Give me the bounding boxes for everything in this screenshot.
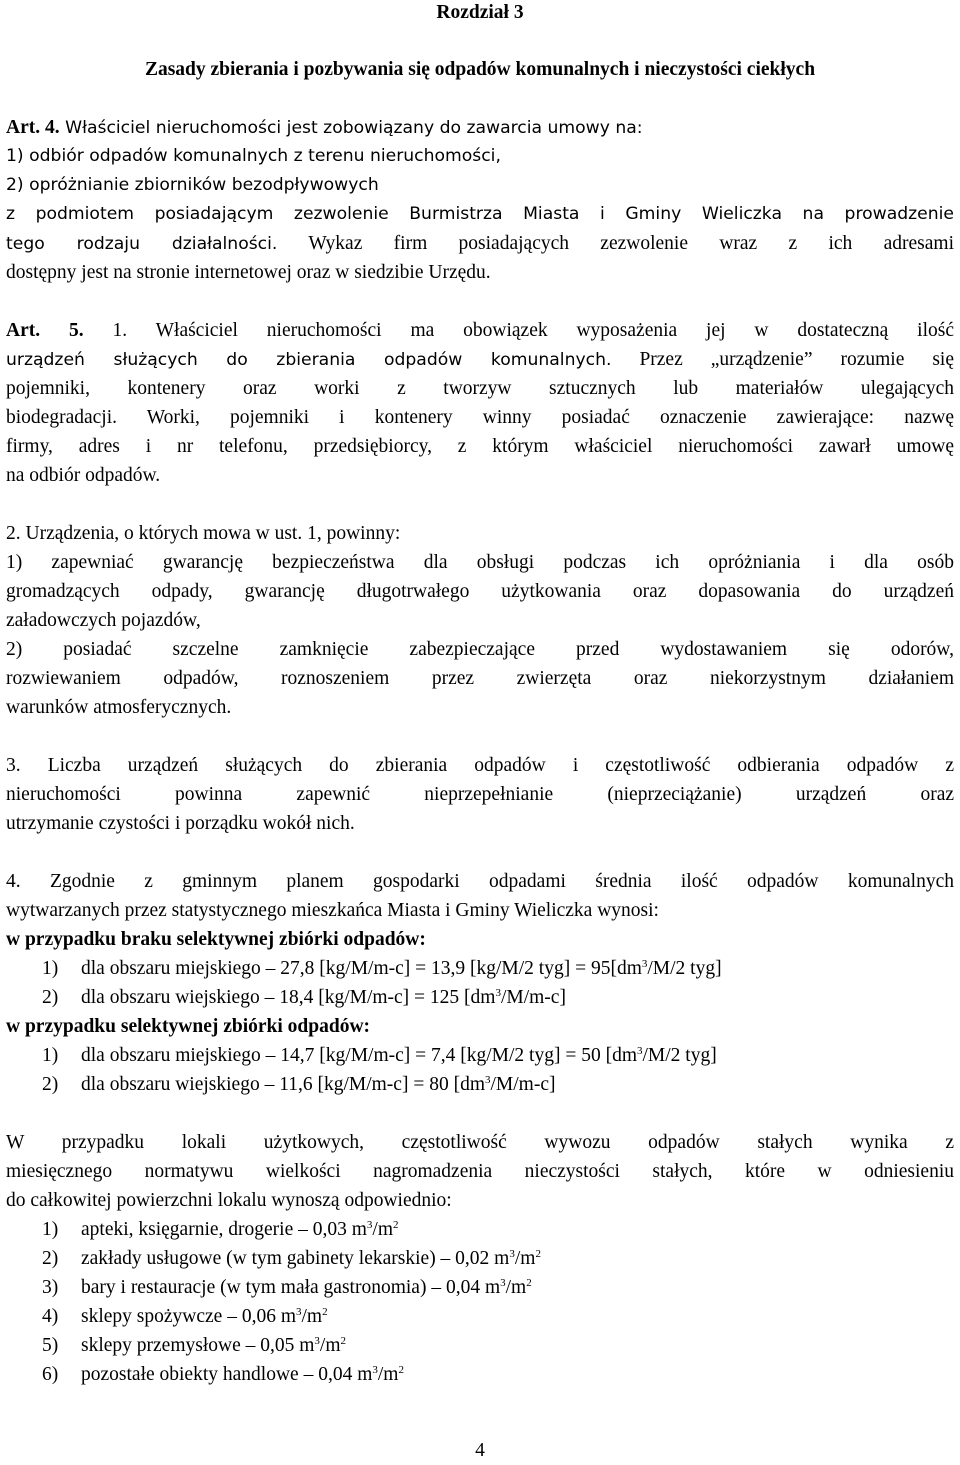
p5-item-1: 1) apteki, księgarnie, drogerie – 0,03 $m^3/m^2$: [42, 1219, 399, 1240]
p5-item-5: 5) sklepy przemysłowe – 0,05 $m^3/m^2$: [42, 1335, 347, 1356]
art4-line-5a: tego rodzaju działalności.: [6, 234, 278, 254]
p5-item-4: 4) sklepy spożywcze – 0,06 $m^3/m^2$: [42, 1306, 328, 1327]
p4-line-1: 4. Zgodnie z gminnym planem gospodarki odpadami średnia ilość odpadów komunalnych: [6, 871, 954, 892]
chapter-title: Rozdział 3: [436, 2, 524, 23]
p5-line-3: do całkowitej powierzchni lokalu wynoszą odpowiednio:: [6, 1190, 452, 1211]
p4-item-a1: 1) dla obszaru miejskiego – 27,8 [kg/M/m-c] = 13,9 [kg/M/2 $tyg] = 95[dm^3/M/2$ tyg]: [42, 958, 722, 979]
art4-item-2: 2) opróżnianie zbiorników bezodpływowych: [6, 175, 379, 195]
art4-line-5: [6, 229, 954, 258]
p2-line-2: 1) zapewniać gwarancję bezpieczeństwa dla obsługi podczas ich opróżniania i dla osób: [6, 552, 954, 573]
art4-label: Art. 4.: [6, 117, 60, 138]
art4-lead-text: Właściciel nieruchomości jest zobowiązany do zawarcia umowy na:: [59, 118, 643, 138]
art4-line-6: dostępny jest na stronie internetowej oraz w siedzibie Urzędu.: [6, 262, 491, 283]
p2-line-1: 2. Urządzenia, o których mowa w ust. 1, powinny:: [6, 523, 401, 544]
chapter-subtitle: Zasady zbierania i pozbywania się odpadów komunalnych i nieczystości ciekłych: [144, 59, 816, 80]
p4-heading-no-selective: w przypadku braku selektywnej zbiórki odpadów:: [6, 929, 426, 950]
p3-line-1: 3. Liczba urządzeń służących do zbierania odpadów i częstotliwość odbierania odpadów z: [6, 755, 954, 776]
p5-item-6: 6) pozostałe obiekty handlowe – 0,04 $m^3/m^2$: [42, 1364, 404, 1385]
art5-label: Art. 5.: [6, 320, 84, 341]
art4-lead: [6, 113, 954, 142]
p2-line-7: warunków atmosferycznych.: [6, 697, 232, 718]
p5-item-2: 2) zakłady usługowe (w tym gabinety lekarskie) – 0,02 $m^3/m^2$: [42, 1248, 541, 1269]
art5-line-4: biodegradacji. Worki, pojemniki i kontenery winny posiadać oznaczenie zawierające: nazwę: [6, 407, 954, 428]
art4-line-5b: Wykaz firm posiadających zezwolenie wraz z ich adresami: [277, 233, 954, 254]
p2-line-5: 2) posiadać szczelne zamknięcie zabezpieczające przed wydostawaniem się odorów,: [6, 639, 954, 660]
art5-line-2: [6, 345, 954, 374]
art4-item-1: 1) odbiór odpadów komunalnych z terenu nieruchomości,: [6, 146, 501, 166]
art4-line-4: z podmiotem posiadającym zezwolenie Burmistrza Miasta i Gminy Wieliczka na prowadzenie: [6, 204, 954, 224]
p2-line-3: gromadzących odpady, gwarancję długotrwałego użytkowania oraz dopasowania do urządzeń: [6, 581, 954, 602]
p4-item-b1: 1) dla obszaru miejskiego – 14,7 [kg/M/m-c] = 7,4 [kg/M/2 tyg] = 50 [$dm^3/M/2$ tyg]: [42, 1045, 717, 1066]
art5-line-2b: Przez „urządzenie” rozumie się: [611, 349, 954, 370]
p3-line-2: nieruchomości powinna zapewnić nieprzepełnianie (nieprzeciążanie) urządzeń oraz: [6, 784, 954, 805]
p5-line-1: W przypadku lokali użytkowych, częstotliwość wywozu odpadów stałych wynika z: [6, 1132, 954, 1153]
art5-line-2a: urządzeń służących do zbierania odpadów komunalnych.: [6, 350, 612, 370]
art5-line-3: pojemniki, kontenery oraz worki z tworzyw sztucznych lub materiałów ulegających: [6, 378, 954, 399]
p4-line-2: wytwarzanych przez statystycznego mieszkańca Miasta i Gminy Wieliczka wynosi:: [6, 900, 659, 921]
art5-lead: [6, 316, 954, 345]
p5-item-3: 3) bary i restauracje (w tym mała gastronomia) – 0,04 $m^3/m^2$: [42, 1277, 532, 1298]
page-number: 4: [475, 1440, 485, 1461]
art5-lead-text: 1. Właściciel nieruchomości ma obowiązek wyposażenia jej w dostateczną ilość: [83, 320, 954, 341]
p2-line-6: rozwiewaniem odpadów, roznoszeniem przez zwierzęta oraz niekorzystnym działaniem: [6, 668, 954, 689]
p4-heading-selective: w przypadku selektywnej zbiórki odpadów:: [6, 1016, 371, 1037]
p4-item-b2: 2) dla obszaru wiejskiego – 11,6 [kg/M/m-c] = 80 $[dm^3/M/m-c]$: [42, 1074, 556, 1095]
p4-item-a2: 2) dla obszaru wiejskiego – 18,4 [kg/M/m-c] = 125 $[dm^3/M/m-c]$: [42, 987, 566, 1008]
p2-line-4: załadowczych pojazdów,: [6, 610, 201, 631]
p5-line-2: miesięcznego normatywu wielkości nagromadzenia nieczystości stałych, które w odniesieniu: [6, 1161, 954, 1182]
art5-line-6: na odbiór odpadów.: [6, 465, 161, 486]
art5-line-5: firmy, adres i nr telefonu, przedsiębiorcy, z którym właściciel nieruchomości zawarł umowę: [6, 436, 954, 457]
p3-line-3: utrzymanie czystości i porządku wokół nich.: [6, 813, 355, 834]
